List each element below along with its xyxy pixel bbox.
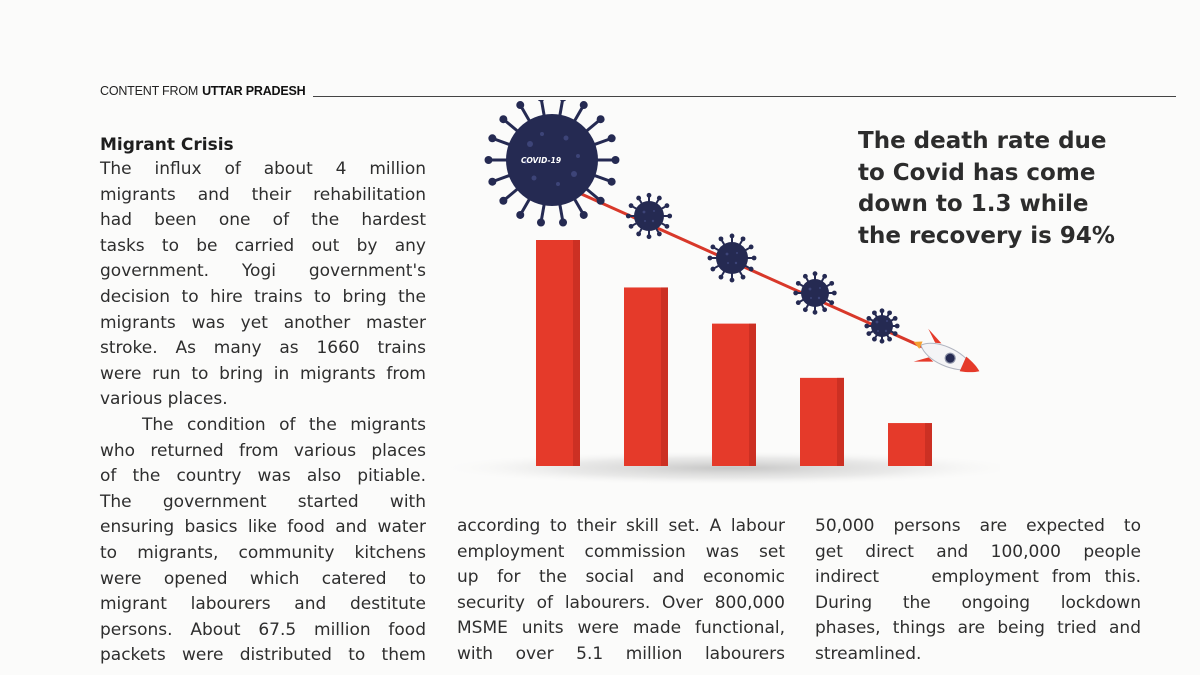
bar-shade bbox=[749, 324, 756, 466]
stat-callout bbox=[858, 126, 1158, 252]
article-line: decision to hire trains to bring the bbox=[100, 286, 426, 307]
article-line: to migrants, community kitchens bbox=[100, 542, 426, 563]
article-line: During the ongoing lockdown bbox=[815, 592, 1141, 613]
article-line: The influx of about 4 million bbox=[100, 159, 426, 179]
bar-shade bbox=[925, 423, 932, 466]
article-line: persons. About 67.5 million food bbox=[100, 619, 426, 640]
virus-particle-icon bbox=[864, 308, 899, 343]
article-line: were run to bring in migrants from bbox=[100, 363, 426, 384]
article-line: according to their skill set. A labour bbox=[457, 516, 785, 536]
article-line: stroke. As many as 1660 trains bbox=[100, 338, 426, 359]
article-line: streamlined. bbox=[815, 643, 922, 664]
article-line: tasks to be carried out by any bbox=[100, 235, 426, 256]
article-line: phases, things are being tried and bbox=[815, 618, 1141, 639]
article-heading: Migrant Crisis bbox=[100, 135, 234, 155]
article-line: migrants and their rehabilitation bbox=[100, 184, 426, 205]
bar-group bbox=[536, 240, 932, 466]
article-line: various places. bbox=[100, 389, 228, 410]
virus-label: COVID-19 bbox=[520, 156, 562, 165]
article-line: of the country was also pitiable. bbox=[100, 466, 426, 487]
article-line: The government started with bbox=[100, 491, 426, 512]
header-label: CONTENT FROM bbox=[100, 84, 199, 98]
bar-shade bbox=[573, 240, 580, 466]
callout-line: the recovery is 94% bbox=[858, 222, 1115, 249]
header-region: UTTAR PRADESH bbox=[202, 84, 306, 98]
article-column-1 bbox=[100, 133, 426, 669]
article-line: 50,000 persons are expected to bbox=[815, 516, 1141, 536]
article-line: government. Yogi government's bbox=[100, 261, 426, 282]
rocket-icon bbox=[906, 325, 986, 387]
article-line: were opened which catered to bbox=[100, 568, 426, 589]
callout-line: to Covid has come bbox=[858, 159, 1096, 186]
article-line: with over 5.1 million labourers bbox=[457, 643, 785, 664]
article-line: who returned from various places bbox=[100, 440, 426, 461]
article-line: ensuring basics like food and water bbox=[100, 517, 426, 538]
header-rule bbox=[313, 96, 1176, 97]
article-line: migrants was yet another master bbox=[100, 312, 426, 333]
bar-shade bbox=[661, 287, 668, 466]
article-line: packets were distributed to them bbox=[100, 645, 426, 666]
article-line: employment commission was set bbox=[457, 541, 785, 562]
article-line: up for the social and economic bbox=[457, 567, 785, 588]
article-line: get direct and 100,000 people bbox=[815, 541, 1141, 562]
bar-shade bbox=[837, 378, 844, 466]
article-column-3 bbox=[815, 514, 1141, 668]
virus-particle-icon bbox=[708, 234, 757, 283]
article-line: security of labourers. Over 800,000 bbox=[457, 592, 785, 613]
article-line: The condition of the migrants bbox=[142, 414, 426, 435]
article-line: MSME units were made functional, bbox=[457, 618, 785, 639]
article-column-2 bbox=[457, 514, 785, 668]
article-line: migrant labourers and destitute bbox=[100, 594, 426, 615]
callout-line: The death rate due bbox=[858, 128, 1107, 154]
article-line: indirect employment from this. bbox=[815, 567, 1141, 588]
virus-particle-icon bbox=[793, 271, 836, 314]
section-header bbox=[100, 82, 1176, 98]
callout-line: down to 1.3 while bbox=[858, 191, 1089, 217]
article-line: had been one of the hardest bbox=[100, 210, 426, 231]
